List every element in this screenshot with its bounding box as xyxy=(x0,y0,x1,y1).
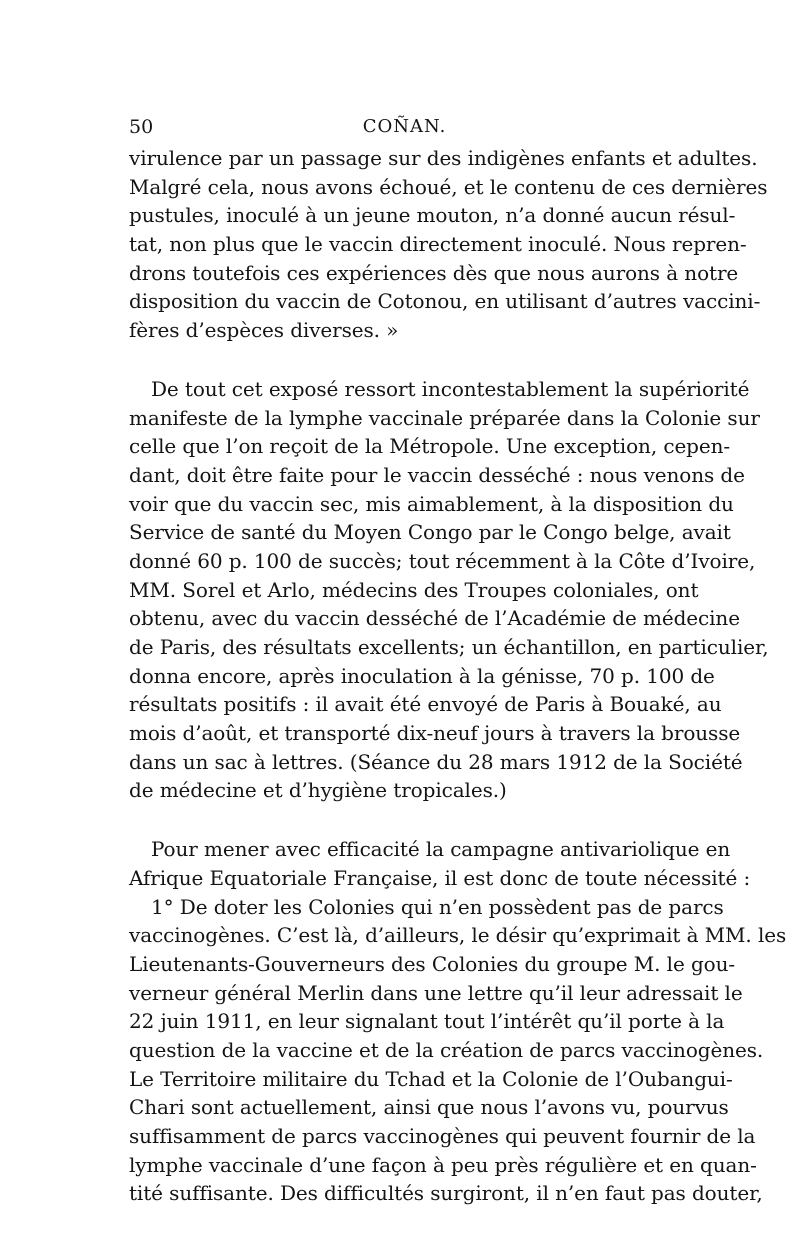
book-page xyxy=(129,110,787,1208)
running-title: COÑAN. xyxy=(362,116,447,137)
text-line: dans un sac à lettres. (Séance du 28 mars 1912 de la Société xyxy=(129,749,743,774)
text-line: obtenu, avec du vaccin desséché de l’Académie de médecine xyxy=(129,606,740,631)
paragraph-1 xyxy=(129,144,768,345)
text-line: dant, doit être faite pour le vaccin desséché : nous venons de xyxy=(129,462,745,487)
text-line: 1° De doter les Colonies qui n’en possèdent pas de parcs xyxy=(151,894,724,919)
text-line: manifeste de la lymphe vaccinale préparée dans la Colonie sur xyxy=(129,405,760,430)
text-line: MM. Sorel et Arlo, médecins des Troupes coloniales, ont xyxy=(129,577,699,602)
text-line: mois d’août, et transporté dix-neuf jours à travers la brousse xyxy=(129,721,741,746)
text-line: donné 60 p. 100 de succès; tout récemment à la Côte d’Ivoire, xyxy=(129,548,756,573)
text-line: tité suffisante. Des difficultés surgiront, il n’en faut pas douter, xyxy=(129,1181,763,1206)
text-line: de médecine et d’hygiène tropicales.) xyxy=(129,778,507,803)
text-line: Le Territoire militaire du Tchad et la Colonie de l’Oubangui- xyxy=(129,1066,733,1091)
text-line: virulence par un passage sur des indigènes enfants et adultes. xyxy=(129,146,758,170)
text-line: verneur général Merlin dans une lettre qu’il leur adressait le xyxy=(129,980,743,1005)
text-line: 22 juin 1911, en leur signalant tout l’intérêt qu’il porte à la xyxy=(129,1009,725,1034)
text-line: Malgré cela, nous avons échoué, et le contenu de ces dernières xyxy=(129,174,768,199)
text-line: de Paris, des résultats excellents; un échantillon, en particulier, xyxy=(129,635,769,659)
text-line: Pour mener avec efficacité la campagne antivariolique en xyxy=(151,837,731,862)
text-line: fères d’espèces diverses. » xyxy=(129,318,399,343)
text-line: suffisamment de parcs vaccinogènes qui peuvent fournir de la xyxy=(129,1124,756,1148)
paragraph-gap xyxy=(129,805,680,835)
text-line: lymphe vaccinale d’une façon à peu près régulière et en quan- xyxy=(129,1152,757,1177)
page-header xyxy=(129,110,680,144)
text-line: vaccinogènes. C’est là, d’ailleurs, le désir qu’exprimait à MM. les xyxy=(129,923,787,948)
text-line: Chari sont actuellement, ainsi que nous l’avons vu, pourvus xyxy=(129,1095,729,1120)
text-line: drons toutefois ces expériences dès que nous aurons à notre xyxy=(129,260,739,285)
paragraph-gap xyxy=(129,345,680,375)
text-line: pustules, inoculé à un jeune mouton, n’a donné aucun résul- xyxy=(129,203,736,228)
text-line: résultats positifs : il avait été envoyé de Paris à Bouaké, au xyxy=(129,692,722,717)
text-line: Lieutenants-Gouverneurs des Colonies du groupe M. le gou- xyxy=(129,951,736,976)
paragraph-2 xyxy=(129,375,769,805)
text-line: voir que du vaccin sec, mis aimablement, à la disposition du xyxy=(129,491,734,516)
text-line: De tout cet exposé ressort incontestablement la supériorité xyxy=(151,376,750,401)
text-line: donna encore, après inoculation à la génisse, 70 p. 100 de xyxy=(129,663,715,688)
text-line: Service de santé du Moyen Congo par le Congo belge, avait xyxy=(129,520,731,545)
text-line: Afrique Equatoriale Française, il est donc de toute nécessité : xyxy=(129,865,751,890)
text-line: disposition du vaccin de Cotonou, en utilisant d’autres vaccini- xyxy=(129,289,761,314)
paragraph-4 xyxy=(129,893,787,1209)
page-number: 50 xyxy=(129,116,154,138)
text-line: question de la vaccine et de la création de parcs vaccinogènes. xyxy=(129,1037,764,1062)
paragraph-3 xyxy=(129,835,751,892)
text-line: tat, non plus que le vaccin directement inoculé. Nous repren- xyxy=(129,232,747,257)
text-line: celle que l’on reçoit de la Métropole. Une exception, cepen- xyxy=(129,434,731,459)
